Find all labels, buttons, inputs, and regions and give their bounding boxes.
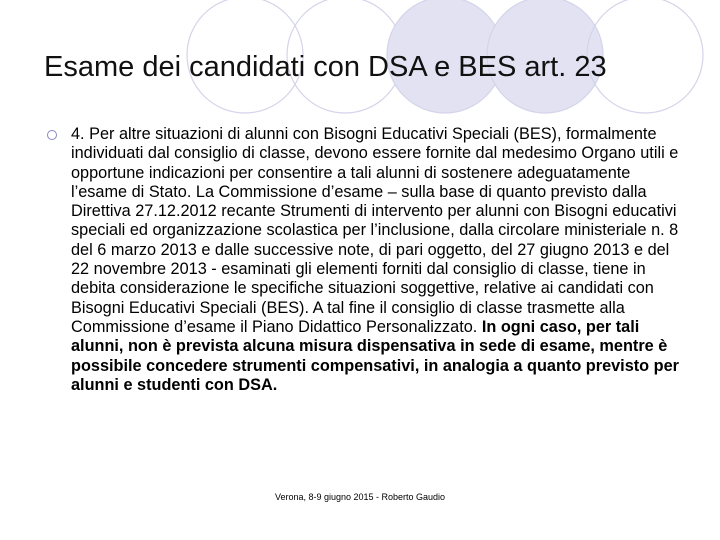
body-plain-text: 4. Per altre situazioni di alunni con Bisogni Educativi Speciali (BES), formalmente individuati dal consiglio di classe, devono essere fornite dal medesimo Organo utili e opportune indicazioni per consentire a tali alunni di sostenere adeguatamente l’esame di Stato. La Commissione d’esame – sulla base di quanto previsto dalla Direttiva 27.12.2012 recante Strumenti di intervento per alunni con Bisogni educativi speciali ed organizzazione scolastica per l’inclusione, dalla circolare ministeriale n. 8 del 6 marzo 2013 e dalle successive note, di pari oggetto, del 27 giugno 2013 e del 22 novembre 2013 - esaminati gli elementi forniti dal consiglio di classe, tiene in debita considerazione le specifiche situazioni soggettive, relative ai candidati con Bisogni Educativi Speciali (BES). A tal fine il consiglio di classe trasmette alla Commissione d’esame il Piano Didattico Personalizzato. [71,125,679,336]
slide-body [71,125,689,395]
body-bold-text: In ogni caso, per tali alunni, non è prevista alcuna misura dispensativa in sede di esame, mentre è possibile concedere strumenti compensativi, in analogia a quanto previsto per alunni e studenti con DSA. [71,317,679,394]
slide-footer: Verona, 8-9 giugno 2015 - Roberto Gaudio [274,492,446,502]
slide-title: Esame dei candidati con DSA e BES art. 23 [44,51,607,83]
bullet-icon [47,130,57,140]
